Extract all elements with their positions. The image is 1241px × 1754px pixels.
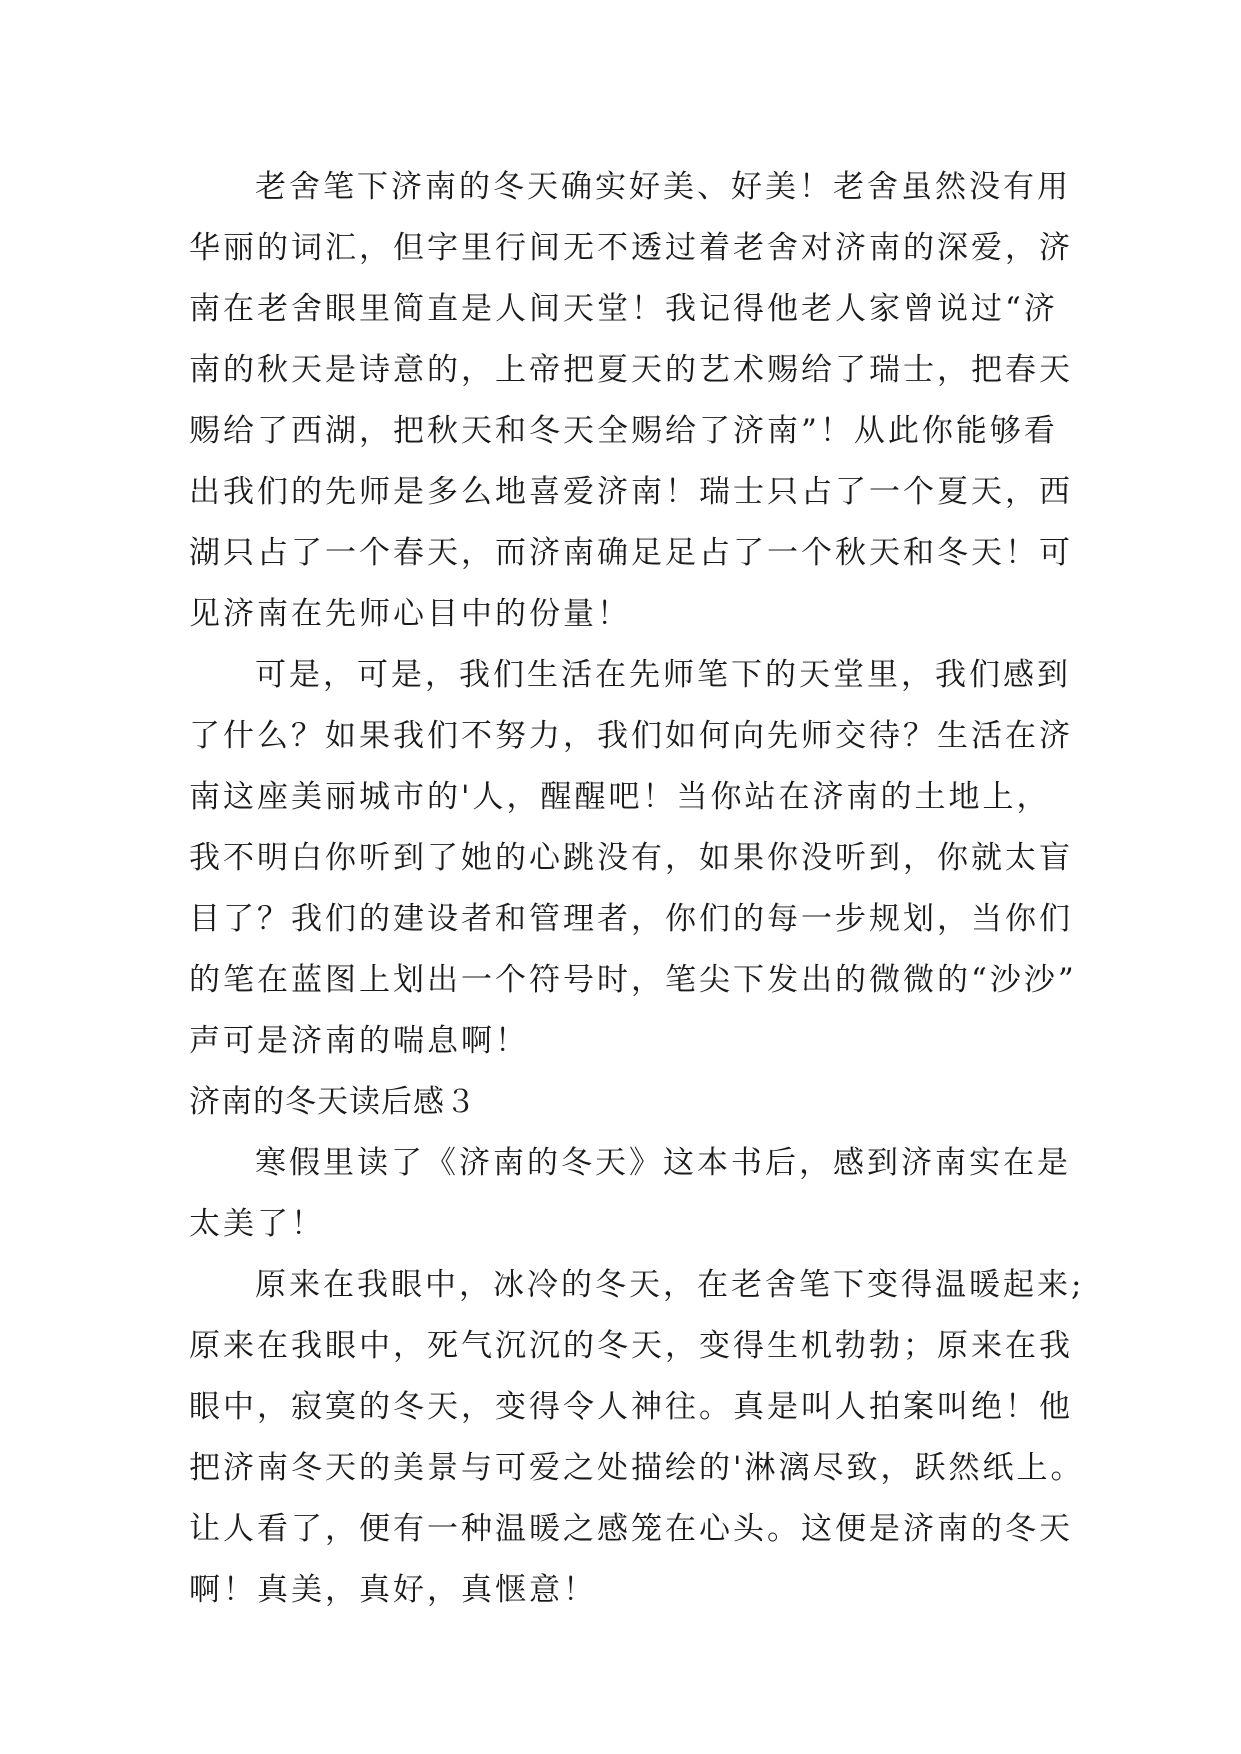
paragraph-4 — [189, 1255, 1085, 1621]
paragraph-line: 南这座美丽城市的'人，醒醒吧！当你站在济南的土地上， — [189, 779, 1051, 815]
paragraph-line: 把济南冬天的美景与可爱之处描绘的'淋漓尽致，跃然纸上。 — [189, 1450, 1085, 1486]
paragraph-line: 南的秋天是诗意的，上帝把夏天的艺术赐给了瑞士，把春天 — [189, 352, 1073, 388]
paragraph-line: 湖只占了一个春天，而济南确足足占了一个秋天和冬天！可 — [189, 535, 1073, 571]
section-heading: 济南的冬天读后感３ — [189, 1084, 477, 1120]
document-body — [189, 157, 1085, 1621]
paragraph-line: 赐给了西湖，把秋天和冬天全赐给了济南”！从此你能够看 — [189, 413, 1058, 449]
paragraph-line: 目了？我们的建设者和管理者，你们的每一步规划，当你们 — [189, 901, 1073, 937]
paragraph-line: 眼中，寂寞的冬天，变得令人神往。真是叫人拍案叫绝！他 — [189, 1389, 1073, 1425]
paragraph-line: 出我们的先师是多么地喜爱济南！瑞士只占了一个夏天，西 — [189, 474, 1073, 510]
paragraph-line: 寒假里读了《济南的冬天》这本书后，感到济南实在是 — [255, 1145, 1071, 1181]
paragraph-2 — [189, 645, 1077, 1072]
paragraph-line: 啊！真美，真好，真惬意！ — [189, 1572, 597, 1608]
paragraph-line: 太美了！ — [189, 1206, 325, 1242]
paragraph-line: 了什么？如果我们不努力，我们如何向先师交待？生活在济 — [189, 718, 1073, 754]
paragraph-line: 原来在我眼中，死气沉沉的冬天，变得生机勃勃；原来在我 — [189, 1328, 1073, 1364]
paragraph-line: 的笔在蓝图上划出一个符号时，笔尖下发出的微微的“沙沙” — [189, 962, 1077, 998]
paragraph-line: 可是，可是，我们生活在先师笔下的天堂里，我们感到 — [255, 657, 1071, 693]
paragraph-1 — [189, 157, 1073, 645]
paragraph-line: 见济南在先师心目中的份量！ — [189, 596, 631, 632]
paragraph-line: 原来在我眼中，冰冷的冬天，在老舍笔下变得温暖起来; — [255, 1267, 1085, 1303]
paragraph-line: 我不明白你听到了她的心跳没有，如果你没听到，你就太盲 — [189, 840, 1073, 876]
paragraph-line: 声可是济南的喘息啊！ — [189, 1023, 529, 1059]
paragraph-line: 老舍笔下济南的冬天确实好美、好美！老舍虽然没有用 — [255, 169, 1071, 205]
paragraph-3 — [189, 1133, 1069, 1255]
paragraph-line: 华丽的词汇，但字里行间无不透过着老舍对济南的深爱，济 — [189, 230, 1073, 266]
paragraph-line: 让人看了，便有一种温暖之感笼在心头。这便是济南的冬天 — [189, 1511, 1073, 1547]
paragraph-line: 南在老舍眼里简直是人间天堂！我记得他老人家曾说过“济 — [189, 291, 1058, 327]
